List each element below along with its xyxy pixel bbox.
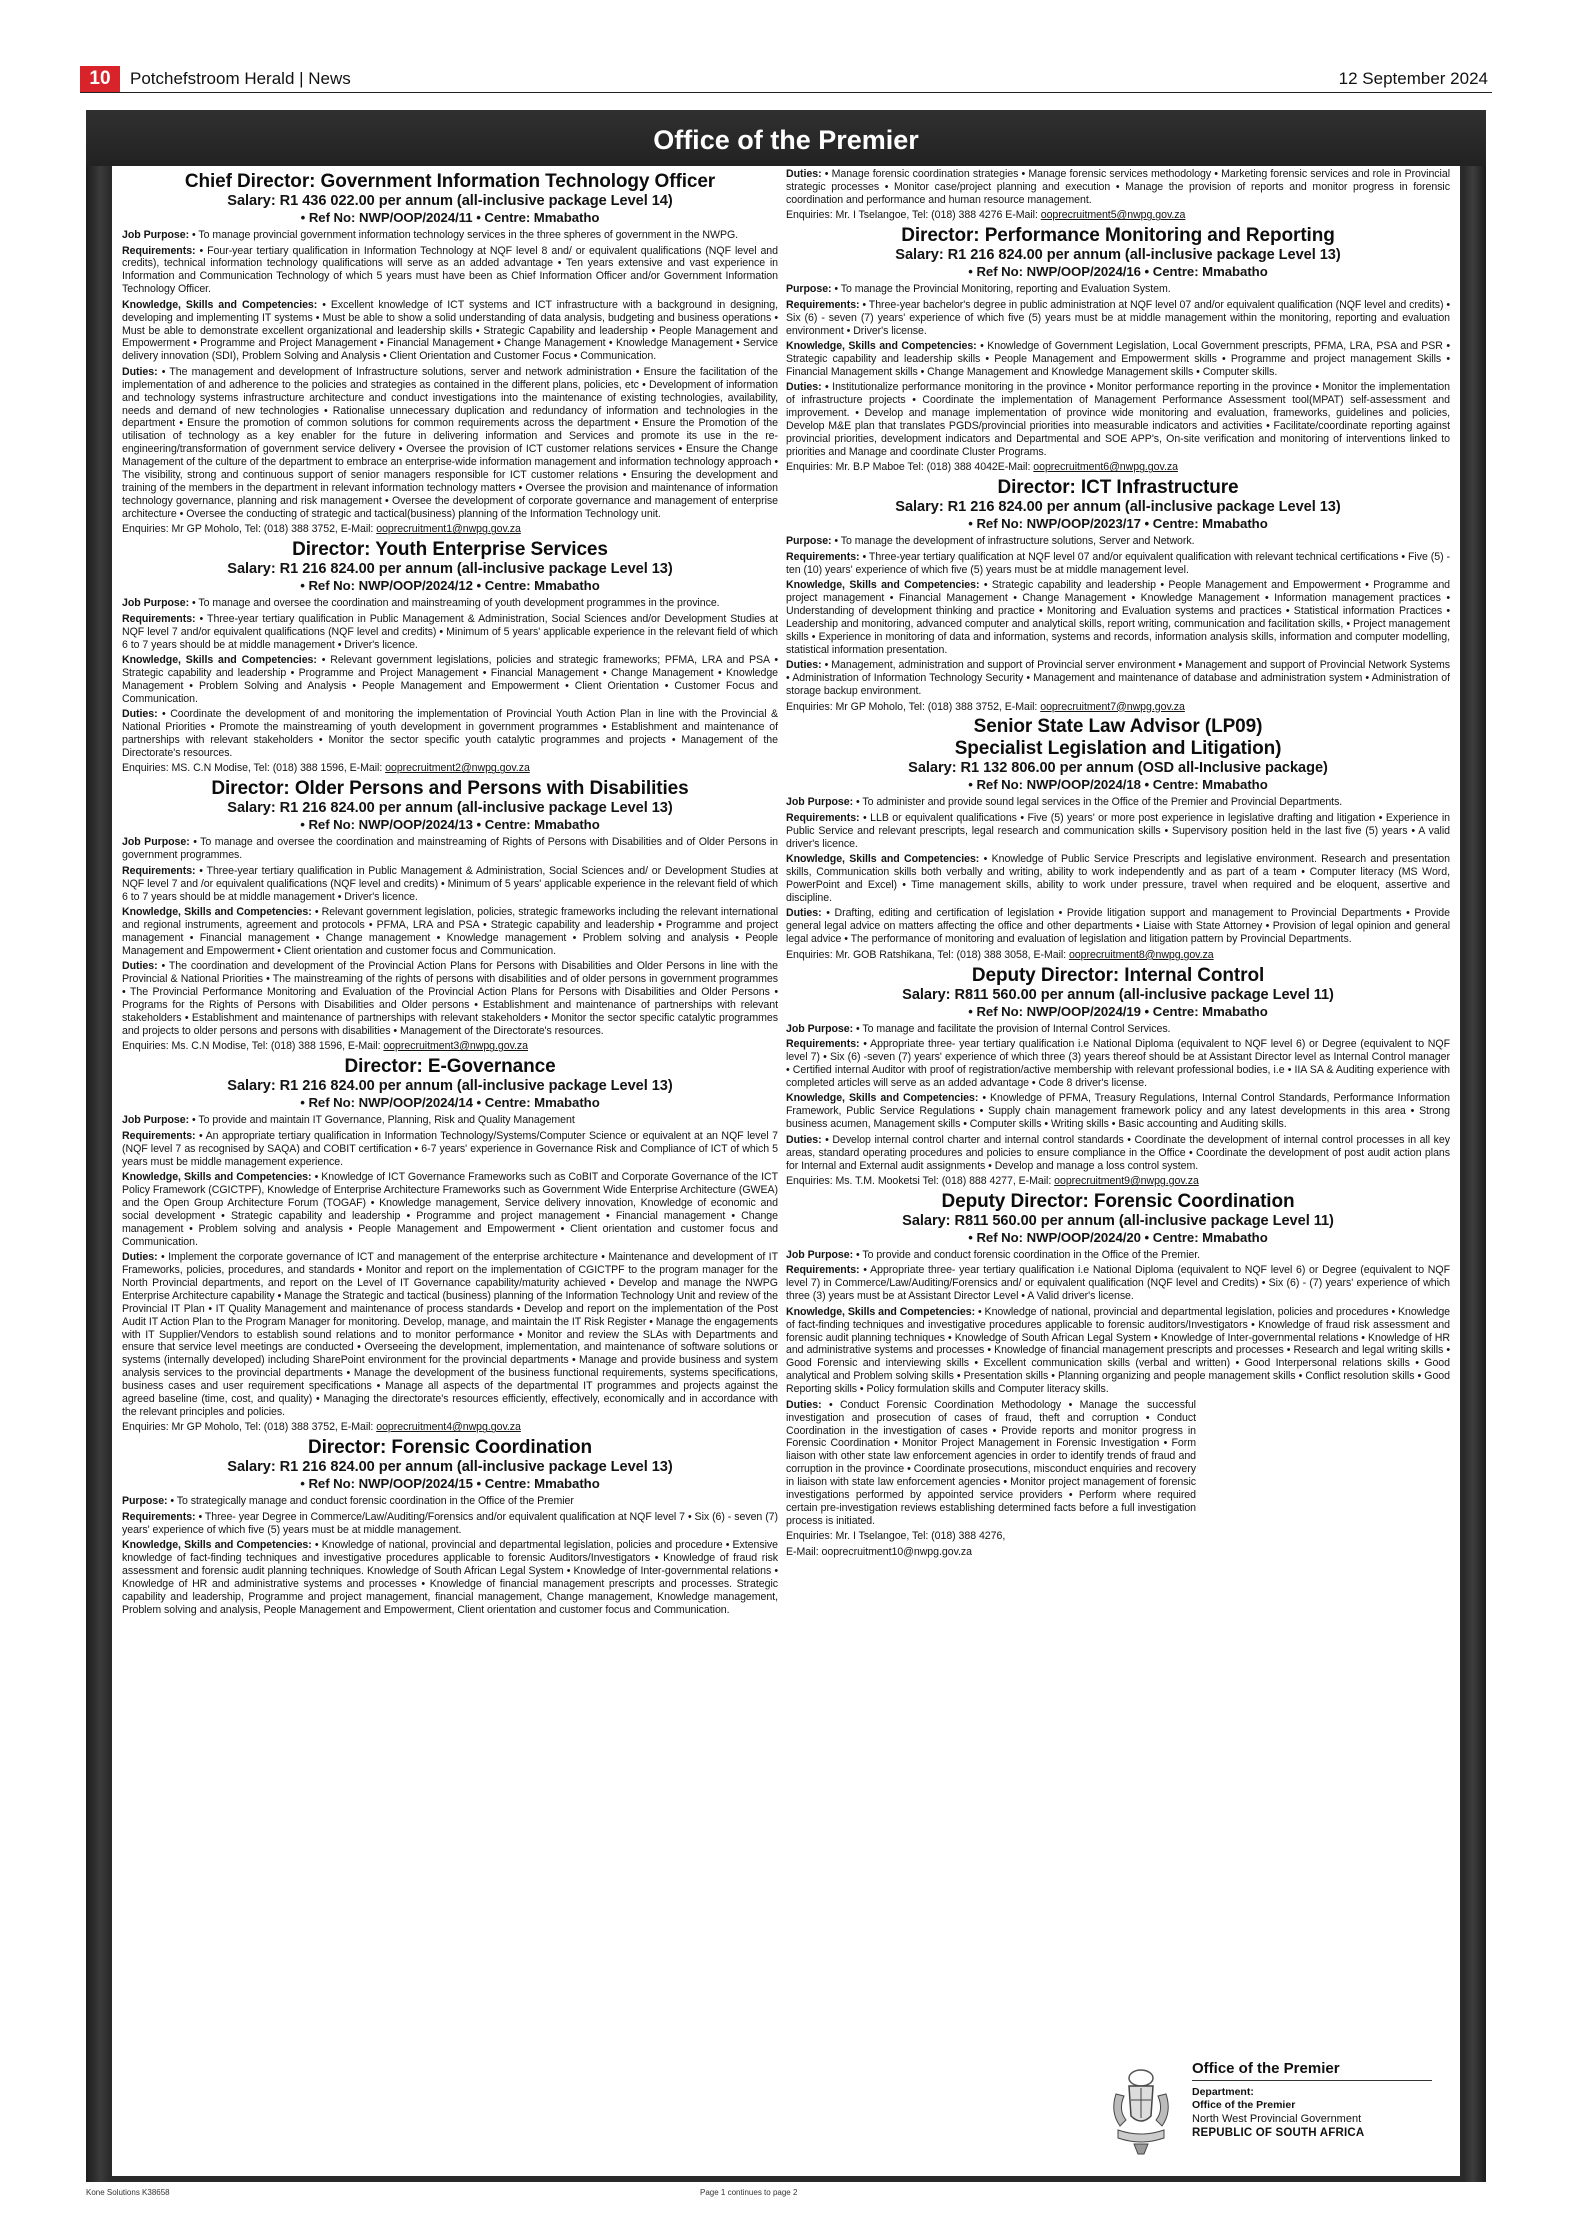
job-enquiries <box>122 523 778 536</box>
section-text: • To manage the Provincial Monitoring, reporting and Evaluation System. <box>831 283 1171 296</box>
job-title: Director: ICT Infrastructure <box>997 477 1239 499</box>
enquiries-email-link[interactable]: ooprecruitment6@nwpg.gov.za <box>1033 461 1178 474</box>
job-section <box>122 229 778 242</box>
section-text: • To manage and oversee the coordination and mainstreaming of youth development programmes in the province. <box>189 597 720 610</box>
enquiries-text: Enquiries: Ms. T.M. Mooketsi Tel: (018) 888 4277, E-Mail: <box>786 1175 1055 1188</box>
job-section <box>786 796 1450 809</box>
job-section <box>122 654 778 706</box>
job-enquiries <box>786 1530 1450 1543</box>
job-salary: Salary: R1 132 806.00 per annum (OSD all-Inclusive package) <box>908 760 1328 777</box>
job-title: Senior State Law Advisor (LP09) <box>973 716 1263 738</box>
section-label: Knowledge, Skills and Competencies: <box>786 579 980 592</box>
section-label: Requirements: <box>122 244 196 257</box>
job-section <box>786 535 1450 548</box>
job-post <box>122 539 778 775</box>
section-text: • To provide and maintain IT Governance, Planning, Risk and Quality Management <box>189 1114 575 1127</box>
enquiries-text: Enquiries: Mr. I Tselangoe, Tel: (018) 388 4276 E-Mail: <box>786 209 1041 222</box>
enquiries-email-link[interactable]: ooprecruitment10@nwpg.gov.za <box>821 1545 973 1558</box>
job-enquiries <box>786 209 1450 222</box>
footer-government-name: North West Provincial Government <box>1192 2113 1362 2125</box>
footer-divider <box>1192 2080 1432 2081</box>
footer-office-name: Office of the Premier <box>1192 2060 1340 2077</box>
job-post <box>786 716 1450 961</box>
enquiries-email-link[interactable]: ooprecruitment2@nwpg.gov.za <box>385 762 530 775</box>
section-text: • Three- year Degree in Commerce/Law/Auditing/Forensics and/or equivalent qualification at NQF level 7 • Six (6) - seven (7) years' experience of which five (5) years must be at middle management. <box>122 1510 778 1536</box>
section-text: • Drafting, editing and certification of legislation • Provide litigation support and management to Provincial Departments • Provide general legal advice on matters affecting the office and other departments • Liaise with State Attorney • Provision of legal opinion and general legal advice • The performance of monitoring and evaluation of legislation and litigation pattern by Provincial Departments. <box>786 907 1450 946</box>
section-text: • To manage and oversee the coordination and mainstreaming of Rights of Persons with Disabilities and of Older Persons in government programmes. <box>122 836 778 862</box>
job-section <box>786 283 1450 296</box>
section-label: Duties: <box>122 1251 158 1264</box>
section-label: Knowledge, Skills and Competencies: <box>122 654 317 667</box>
job-reference: • Ref No: NWP/OOP/2024/12 • Centre: Mmabatho <box>300 578 600 594</box>
job-title: Deputy Director: Internal Control <box>971 964 1265 986</box>
section-text: • Knowledge of Government Legislation, Local Government prescripts, PFMA, LRA, PSA and PSR • Strategic capability and leadership skills • People Management and Empowerment skills • Programme and project management Skills • Financial Management skills • Change Management and Knowledge Management skills • Computer skills. <box>786 340 1451 378</box>
section-label: Job Purpose: <box>786 1022 854 1035</box>
job-reference: • Ref No: NWP/OOP/2023/17 • Centre: Mmabatho <box>968 516 1268 532</box>
footer-department-label: Department: <box>1192 2086 1254 2098</box>
section-text: • Knowledge of national, provincial and departmental legislation, policies and procedure • Extensive knowledge of fact-finding techniques and investigative procedures applicable to forensic Auditors/Investigators • Knowledge of fraud risk assessment and forensic audit planning techniques. Knowledge of South African Legal System • Knowledge of Inter-governmental relations • Knowledge of HR and administrative systems and processes • Knowledge of financial management prescripts and processes. Strategic capability and leadership, Programme and project management, financial management, Change management, Knowledge management, Problem solving and analysis, People Management and Empowerment, Client orientation and customer focus and Communication. <box>122 1539 778 1616</box>
section-label: Requirements: <box>122 1510 196 1523</box>
enquiries-email-link[interactable]: ooprecruitment1@nwpg.gov.za <box>376 523 521 536</box>
section-text: • Three-year bachelor's degree in public administration at NQF level 07 and/or equivalent qualification (NQF level and credits) • Six (6) - seven (7) years' experience of which five (5) years must be at middle management within the monitoring, reporting and evaluation environment • Driver's license. <box>786 298 1450 337</box>
section-text: • Strategic capability and leadership • People Management and Empowerment • Programme and project management • Financial Management • Change Management • Knowledge Management • Information management practices • Understanding of development thinking and practice • Monitoring and Evaluation systems and practices • Statistical information Practices • Leadership and monitoring, advanced computer and analytical skills, report writing, communication and facilitation skills, • Project management skills • Experience in monitoring of data and information, systems and records, information analysis skills, information and computer modelling, statistical information presentation. <box>786 579 1450 656</box>
job-section <box>786 1092 1450 1131</box>
job-section <box>786 381 1450 458</box>
job-post <box>786 225 1450 474</box>
job-section <box>122 1495 778 1508</box>
coat-of-arms-icon <box>1104 2064 1178 2156</box>
section-label: Duties: <box>786 659 822 672</box>
enquiries-email-link[interactable]: ooprecruitment5@nwpg.gov.za <box>1040 209 1186 222</box>
enquiries-text: Enquiries: Mr. I Tselangoe, Tel: (018) 388 4276, <box>786 1530 1006 1543</box>
job-post <box>122 1437 778 1616</box>
section-label: Requirements: <box>786 1264 860 1277</box>
job-salary: Salary: R1 216 824.00 per annum (all-inclusive package Level 13) <box>227 800 673 817</box>
section-text: • Relevant government legislations, policies and strategic frameworks; PFMA, LRA and PSA • Strategic capability and leadership • Programme and Project Management • Financial Management • Change Management • Knowledge Management • Problem Solving and Analysis • People Management and Empowerment • Client Orientation • Customer Focus and Communication. <box>122 654 778 705</box>
section-text: • Three-year tertiary qualification in Public Management & Administration, Social Sciences and/ or Development Studies at NQF level 7 and /or equivalent qualifications (NQF level and credits) • Minimum of 5 years' applicable experience in the relevant field of which 6 to 7 years should be at middle management • Driver's licence. <box>122 864 778 903</box>
agency-code: Kone Solutions K38658 <box>86 2188 170 2197</box>
section-label: Duties: <box>786 1398 822 1411</box>
section-text: • The management and development of Infrastructure solutions, server and network administration • Ensure the facilitation of the implementation of and adherence to the policies and strategies as contained in the different plans, policies, etc • Development of information and technology systems infrastructure architecture and conduct investigations into the maintenance of existing technologies, availability, needs and demand of new technologies • Rationalise unnecessary duplication and redundancy of information and technologies in the department • Ensure the promotion of common solutions for common requirements across the department • Ensure the Promotion of the utilisation of technology as a key enabler for the future in delivering information and Services and promote its use in the re-engineering/transformation of government service delivery • Oversee the provision of ICT customer relations services • Ensure the Change Management of the culture of the department to embrace an enterprise-wide information management and information technology approach • The visibility, strong and continuous support of senior managers responsible for ICT customer relations • Ensuring the development and training of the members in the department in relevant information technology matters • Oversee the provision and maintenance of information technology governance, planning and risk management • Oversee the development of corporate governance and management of enterprise architecture • Oversee the conducting of strategic and tactical(business) planning of the Information Technology unit. <box>122 365 778 520</box>
section-text: • Appropriate three- year tertiary qualification i.e National Diploma (equivalent to NQF level 6) or Degree (equivalent to NQF level 7) • Six (6) -seven (7) years' experience of which three (3) years thereof should be at Assistant Director level as Internal Control manager • Certified internal Auditor with proof of registration/active membership with relevant professional bodies, i.e • IIA SA & Auditing experience with completed articles will serve as an added advantage • Code 8 driver's license. <box>786 1038 1450 1089</box>
job-salary: Salary: R1 216 824.00 per annum (all-inclusive package Level 13) <box>227 1459 673 1476</box>
job-post <box>122 1056 778 1434</box>
section-label: Duties: <box>786 907 822 920</box>
job-section <box>122 1114 778 1127</box>
section-text: • Implement the corporate governance of ICT and management of the enterprise architecture • Maintenance and development of IT Frameworks, policies, procedures, and standards • Monitor and report on the implementation of CGICTPF to the program manager for the North Provincial departments, and report on the Level of IT Governance capability/maturity achieved • Develop and manage the NWPG Enterprise Architecture capability • Manage the Strategic and tactical (business) planning of the Information Technology Unit and review of the Provincial IT Plan • IT Quality Management and maintenance of process standards • Develop and report on the implementation of the Post Audit IT Action Plan to the Program Manager for monitoring. Develop, manage, and maintain the IT Risk Register • Manage the engagements with IT Supplier/Vendors to establish sound relations and to monitor performance • Monitor and review the SLAs with Departments and ensure that service level meetings are conducted • Overseeing the development, implementation, and maintenance of software solutions or systems (internally developed) including SharePoint environment for the provincial departments • Manage and provide business and system analysis services to the provincial departments • Manage the development of the business functional requirements, systems specifications, business cases and user requirement specifications • Manage all aspects of the departmental IT programmes and projects against the agreed baseline (time, cost, and quality) • Managing the directorate's resources efficiently, effectively, economically and in accordance with the relevant principles and policies. <box>122 1251 778 1418</box>
job-section <box>122 613 778 652</box>
advert-body <box>112 166 1460 2176</box>
job-section <box>786 853 1450 905</box>
section-text: • Knowledge of Public Service Prescripts and legislative environment. Research and presentation skills, Communication skills both verbally and writing, ability to work independently and as part of a team • Computer literacy (MS Word, PowerPoint and Excel) • Time management skills, ability to work under pressure, travel when required and be eloquent, assertive and discipline. <box>786 853 1450 904</box>
section-label: Knowledge, Skills and Competencies: <box>786 1092 979 1105</box>
job-enquiries <box>122 762 778 775</box>
job-section <box>122 299 778 364</box>
section-text: • Four-year tertiary qualification in Information Technology at NQF level 8 and/ or equivalent qualifications (NQF level and credits), technical information technology qualifications will serve as an added advantage • Ten years extensive and vast experience in Information and Communication Technology of which 5 years must have been as Chief Information Officer and/or Government Information Technology Officer. <box>122 244 778 296</box>
job-section <box>786 579 1450 656</box>
job-section <box>786 1249 1450 1262</box>
section-label: Purpose: <box>786 535 832 548</box>
job-enquiries <box>786 1175 1450 1188</box>
right-column <box>786 168 1450 1561</box>
section-label: Job Purpose: <box>122 229 190 241</box>
section-text: • Coordinate the development of and monitoring the implementation of Provincial Youth Action Plan in line with the Provincial & National Priorities • Promote the mainstreaming of youth development in government programmes • Establishment and maintenance of partnerships with relevant stakeholders • Monitor the sector specific youth catalytic programmes and projects • Management of the Directorate's resources. <box>122 708 778 759</box>
job-reference: • Ref No: NWP/OOP/2024/13 • Centre: Mmabatho <box>300 817 600 833</box>
job-reference: • Ref No: NWP/OOP/2024/18 • Centre: Mmabatho <box>968 777 1268 793</box>
job-salary: Salary: R811 560.00 per annum (all-inclusive package Level 11) <box>902 986 1334 1003</box>
job-post <box>122 778 778 1053</box>
job-salary: Salary: R811 560.00 per annum (all-inclusive package Level 11) <box>902 1212 1334 1229</box>
job-section <box>122 1130 778 1169</box>
job-post-continuation <box>786 168 1450 222</box>
job-salary: Salary: R1 436 022.00 per annum (all-inclusive package Level 14) <box>227 193 673 209</box>
section-text: • To manage provincial government information technology services in the three spheres of government in the NWPG. <box>189 229 739 241</box>
enquiries-email-link[interactable]: ooprecruitment8@nwpg.gov.za <box>1068 948 1214 961</box>
job-section <box>786 1023 1450 1036</box>
section-label: Knowledge, Skills and Competencies: <box>122 906 312 919</box>
section-label: Job Purpose: <box>122 597 190 610</box>
section-text: • Management, administration and support of Provincial server environment • Management and support of Provincial Network Systems • Administration of Information Technology Security • Management and maintenance of database and administration system • Administration of storage backup environment. <box>786 659 1450 698</box>
section-text: • Excellent knowledge of ICT systems and ICT infrastructure with a background in designing, developing and implementing IT systems • Must be able to show a solid understanding of data analysis, budgeting and business operations • Must be able to demonstrate excellent organizational and leadership skills • Strategic Capability and leadership • People Management and Empowerment • Programme and Project Management • Financial Management • Change Management • Knowledge Management • Service delivery innovation (SDI), Problem Solving and Analysis • Client Orientation and Customer Focus • Communication. <box>122 298 778 363</box>
enquiries-text: Enquiries: Mr GP Moholo, Tel: (018) 388 3752, E-Mail: <box>122 1421 377 1434</box>
job-section <box>122 1511 778 1537</box>
section-text: • Manage forensic coordination strategies • Manage forensic services methodology • Marketing forensic services and role in Provincial strategic processes • Monitor case/project planning and execution • Manage the provision of reports and monitor progress in forensic coordination and performance and human resource management. <box>786 168 1450 206</box>
left-column <box>122 168 778 1619</box>
section-text: • Three-year tertiary qualification at NQF level 07 and/or equivalent qualification with relevant technical certifications • Five (5) - ten (10) years' experience of which five (5) years must be at middle management level. <box>786 550 1450 576</box>
section-label: Duties: <box>122 365 158 378</box>
job-title: Director: Performance Monitoring and Reporting <box>901 225 1335 247</box>
section-label: Job Purpose: <box>786 1248 854 1261</box>
section-text: • Knowledge of PFMA, Treasury Regulations, Internal Control Standards, Performance Information Framework, Public Service Regulations • Supply chain management framework policy and any latest developments in this area • Strong business acumen, Management skills • Computer skills • Writing skills • Basic accounting and Auditing skills. <box>786 1092 1450 1131</box>
job-section <box>786 1306 1450 1396</box>
job-section <box>786 1264 1450 1303</box>
job-post <box>786 1191 1450 1559</box>
section-label: Knowledge, Skills and Competencies: <box>786 1305 976 1318</box>
advert-border-right <box>1464 166 1486 2182</box>
section-text: • Develop internal control charter and internal control standards • Coordinate the development of internal control processes in all key areas, standard operating procedures and policies to ensure compliance in the Office • Coordinate the development of post audit action plans for Internal and External audit assignments • Develop and manage a loss control system. <box>786 1133 1450 1172</box>
page-number: 10 <box>80 66 120 92</box>
section-label: Duties: <box>122 708 158 721</box>
section-label: Duties: <box>786 168 822 180</box>
job-section <box>122 245 778 297</box>
job-section <box>122 366 778 521</box>
section-text: • Conduct Forensic Coordination Methodology • Manage the successful investigation and prosecution of cases of fraud, theft and corruption • Conduct Coordination in the investigation of cases • Provide reports and monitor progress in Forensic Coordination • Monitor Project Management in Forensic Investigation • Form liaison with other state law enforcement agencies in order to identify trends of fraud and corruption in the province • Coordinate prosecutions, misconduct enquiries and recovery in liaison with state law enforcement agencies • Monitor project management of forensic investigations performed by appointed service providers • Perform where required certain pre-investigation reviews establishing determined facts before a full investigation process is initiated. <box>786 1398 1196 1527</box>
enquiries-email-link[interactable]: ooprecruitment4@nwpg.gov.za <box>376 1421 521 1434</box>
job-enquiries <box>786 701 1450 714</box>
footer-department-name: Office of the Premier <box>1192 2099 1296 2111</box>
job-salary: Salary: R1 216 824.00 per annum (all-inclusive package Level 13) <box>227 561 673 578</box>
job-section <box>786 340 1450 379</box>
job-enquiries-email <box>786 1546 1450 1559</box>
job-section <box>122 1171 778 1248</box>
job-section <box>786 659 1450 698</box>
section-text: • Relevant government legislation, policies, strategic frameworks including the relevant international and regional instruments, agreement and protocols • PFMA, LRA and PSA • Strategic capability and leadership • Programme and project management • Financial management • Change management • Knowledge management • Problem solving and analysis • People Management and Empowerment • Client orientation and customer focus and Communication. <box>122 906 779 957</box>
section-label: Requirements: <box>786 298 860 311</box>
newspaper-name: Potchefstroom Herald | News <box>130 69 351 88</box>
job-section <box>122 906 778 958</box>
section-label: Job Purpose: <box>786 796 854 809</box>
enquiries-email-prefix: E-Mail: <box>786 1545 822 1558</box>
enquiries-email-link[interactable]: ooprecruitment7@nwpg.gov.za <box>1040 700 1185 713</box>
job-salary: Salary: R1 216 824.00 per annum (all-inclusive package Level 13) <box>895 499 1341 516</box>
job-post <box>786 965 1450 1188</box>
job-section <box>122 597 778 610</box>
publication-date: 12 September 2024 <box>1338 69 1488 88</box>
section-text: • Institutionalize performance monitoring in the province • Monitor performance reporting in the province • Monitor the implementation of infrastructure projects • Coordinate the implementation of Management Performance Assessment tool(MPAT) self-assessment and improvement. • Develop and manage implementation of province wide monitoring and evaluation, frameworks, guidelines and policies, Develop M&E plan that translates PGDS/provincial priorities into measurable indicators and activities • Facilitate/coordinate reporting against provincial priorities, development indicators and Departmental and SOE APP's, On-site verification and monitoring of interventions linked to priorities and Manage and coordinate Cluster Programs. <box>786 381 1450 458</box>
enquiries-email-link[interactable]: ooprecruitment9@nwpg.gov.za <box>1054 1175 1199 1188</box>
section-label: Knowledge, Skills and Competencies: <box>122 1171 312 1184</box>
job-section <box>122 1251 778 1419</box>
section-text: • An appropriate tertiary qualification in Information Technology/Systems/Computer Science or equivalent at an NQF level 7 (NQF level 7 as recognised by SAQA) and COBIT certification • 6-7 years' experience in Governance Risk and Compliance of ICT of which 5 years must be middle management experience. <box>122 1129 778 1168</box>
job-salary: Salary: R1 216 824.00 per annum (all-inclusive package Level 13) <box>227 1078 673 1095</box>
enquiries-text: Enquiries: Mr GP Moholo, Tel: (018) 388 3752, E-Mail: <box>786 700 1041 713</box>
job-section <box>786 812 1450 851</box>
job-post <box>786 477 1450 713</box>
job-section <box>786 551 1450 577</box>
section-text: • To manage the development of infrastructure solutions, Server and Network. <box>831 535 1195 548</box>
job-section <box>786 1399 1196 1528</box>
vacancy-advert <box>86 110 1486 2182</box>
section-label: Duties: <box>122 960 158 973</box>
section-text: • To administer and provide sound legal services in the Office of the Premier and Provincial Departments. <box>853 796 1343 809</box>
job-title: Director: Forensic Coordination <box>307 1437 593 1459</box>
section-text: • LLB or equivalent qualifications • Five (5) years' or more post experience in legislative drafting and litigation • Experience in Public Service and relevant prescripts, legal research and communication skills • Supervisory position held in the last five (5) years • A valid driver's licence. <box>786 811 1450 850</box>
section-label: Purpose: <box>122 1495 168 1508</box>
footer-country-name: REPUBLIC OF SOUTH AFRICA <box>1192 2127 1365 2139</box>
job-enquiries <box>786 949 1450 962</box>
section-text: • Three-year tertiary qualification in Public Management & Administration, Social Sciences and/or Development Studies at NQF level 7 and/or equivalent qualifications (NQF level and credits) • Minimum of 5 years' applicable experience in the relevant field of which 6 to 7 years should be at middle management • Driver's licence. <box>122 612 778 651</box>
section-label: Requirements: <box>122 612 196 625</box>
job-title: Chief Director: Government Information Technology Officer <box>184 171 716 192</box>
job-title: Director: Older Persons and Persons with Disabilities <box>211 778 689 800</box>
job-reference: • Ref No: NWP/OOP/2024/19 • Centre: Mmabatho <box>968 1003 1268 1019</box>
job-post <box>122 171 778 536</box>
job-title: Director: E-Governance <box>344 1056 556 1078</box>
section-text: • To strategically manage and conduct forensic coordination in the Office of the Premier <box>167 1495 574 1508</box>
enquiries-text: Enquiries: Ms. C.N Modise, Tel: (018) 388 1596, E-Mail: <box>122 1040 384 1053</box>
section-label: Requirements: <box>122 864 196 877</box>
advert-title: Office of the Premier <box>86 110 1486 166</box>
section-text: • To manage and facilitate the provision of Internal Control Services. <box>853 1022 1171 1035</box>
section-label: Requirements: <box>786 811 860 824</box>
job-enquiries <box>122 1421 778 1434</box>
section-label: Duties: <box>786 1133 822 1146</box>
section-label: Knowledge, Skills and Competencies: <box>122 1539 312 1552</box>
enquiries-text: Enquiries: Mr. GOB Ratshikana, Tel: (018) 388 3058, E-Mail: <box>786 948 1069 961</box>
job-section <box>122 1539 778 1616</box>
job-section <box>786 168 1450 207</box>
advert-border-left <box>86 166 110 2182</box>
section-label: Duties: <box>786 381 822 394</box>
job-section <box>786 907 1450 946</box>
section-label: Requirements: <box>786 550 860 563</box>
section-label: Purpose: <box>786 283 832 296</box>
section-label: Knowledge, Skills and Competencies: <box>122 298 318 311</box>
section-label: Requirements: <box>122 1129 196 1142</box>
job-reference: • Ref No: NWP/OOP/2024/20 • Centre: Mmabatho <box>968 1229 1268 1245</box>
job-section <box>786 1134 1450 1173</box>
job-enquiries <box>122 1040 778 1053</box>
section-label: Job Purpose: <box>122 836 190 849</box>
enquiries-text: Enquiries: Mr. B.P Maboe Tel: (018) 388 4042E-Mail: <box>786 461 1034 474</box>
job-reference: • Ref No: NWP/OOP/2024/15 • Centre: Mmabatho <box>300 1476 600 1492</box>
section-text: • Appropriate three- year tertiary qualification i.e National Diploma (equivalent to NQF level 6) or Degree (equivalent to NQF level 7) in Commerce/Law/Auditing/Forensics and/ or equivalent qualification (NQF level and Credits) • Six (6) - (7) years' experience of which three (3) years must be at Assistant Director Level • A Valid driver's license. <box>786 1264 1450 1303</box>
section-label: Knowledge, Skills and Competencies: <box>786 340 977 353</box>
job-section <box>122 836 778 862</box>
job-section <box>122 960 778 1037</box>
page-continuation-note: Page 1 continues to page 2 <box>700 2188 798 2197</box>
job-reference: • Ref No: NWP/OOP/2024/14 • Centre: Mmabatho <box>300 1095 600 1111</box>
section-label: Knowledge, Skills and Competencies: <box>786 853 980 866</box>
section-text: • To provide and conduct forensic coordination in the Office of the Premier. <box>853 1248 1201 1261</box>
section-text: • Knowledge of national, provincial and departmental legislation, policies and procedures • Knowledge of fact-finding techniques and investigative procedures applicable to forensic auditors/Investigators • Knowledge of fraud risk assessment and forensic audit planning techniques • Knowledge of South African Legal System • Knowledge of Inter-governmental relations • Knowledge of HR and administrative systems and processes • Knowledge of financial management prescripts and processes • Research and legal writing skills • Good Forensic and interviewing skills • Excellent communication skills (verbal and written) • Good Interpersonal relations skills • Good analytical and Problem solving skills • Presentation skills • Planning organizing and people management skills • Conflict resolution skills • Good Reporting skills • Policy formulation skills and Computer literacy skills. <box>786 1305 1450 1396</box>
section-label: Requirements: <box>786 1038 860 1051</box>
enquiries-text: Enquiries: MS. C.N Modise, Tel: (018) 388 1596, E-Mail: <box>122 762 386 775</box>
job-section <box>122 865 778 904</box>
job-section <box>122 708 778 760</box>
job-reference: • Ref No: NWP/OOP/2024/16 • Centre: Mmabatho <box>968 264 1268 280</box>
enquiries-email-link[interactable]: ooprecruitment3@nwpg.gov.za <box>383 1040 529 1053</box>
job-subtitle: Specialist Legislation and Litigation) <box>954 738 1282 760</box>
job-title: Director: Youth Enterprise Services <box>292 539 608 561</box>
section-label: Job Purpose: <box>122 1114 190 1127</box>
job-section <box>786 1038 1450 1090</box>
job-enquiries <box>786 461 1450 474</box>
enquiries-text: Enquiries: Mr GP Moholo, Tel: (018) 388 3752, E-Mail: <box>122 523 377 536</box>
advert-footer <box>1096 2054 1456 2172</box>
job-reference: • Ref No: NWP/OOP/2024/11 • Centre: Mmabatho <box>300 210 600 225</box>
job-salary: Salary: R1 216 824.00 per annum (all-inclusive package Level 13) <box>895 247 1341 264</box>
job-section <box>786 299 1450 338</box>
section-text: • The coordination and development of the Provincial Action Plans for Persons with Disabilities and Older Persons in line with the Provincial & National Priorities • The mainstreaming of the rights of persons with disabilities and of older persons in government programmes • The Provincial Performance Monitoring and Evaluation of the Provincial Action Plans for Persons with Disabilities and Older Persons • Programs for the Rights of Persons with Disabilities and Older persons • Establishment and maintenance of partnerships with relevant stakeholders • Establishment and maintenance of partnerships with relevant stakeholders • Monitor the sector specific catalytic programmes and projects to older persons and persons with disabilities • Management of the Directorate's resources. <box>122 960 778 1037</box>
page-header <box>80 66 1492 93</box>
section-text: • Knowledge of ICT Governance Frameworks such as CoBIT and Corporate Governance of the ICT Policy Framework (CGICTPF), Knowledge of Enterprise Architecture Frameworks such as Government Wide Enterprise Architecture (GWEA) and the Open Group Architecture Forum (TOGAF) • Knowledge management, Service delivery innovation, Knowledge of economic and social development • Strategic capability and leadership • Programme and project management • Financial management • Change management • Problem solving and analysis • People Management and Empowerment • Client orientation and customer focus and Communication. <box>122 1171 778 1248</box>
job-title: Deputy Director: Forensic Coordination <box>941 1190 1295 1212</box>
